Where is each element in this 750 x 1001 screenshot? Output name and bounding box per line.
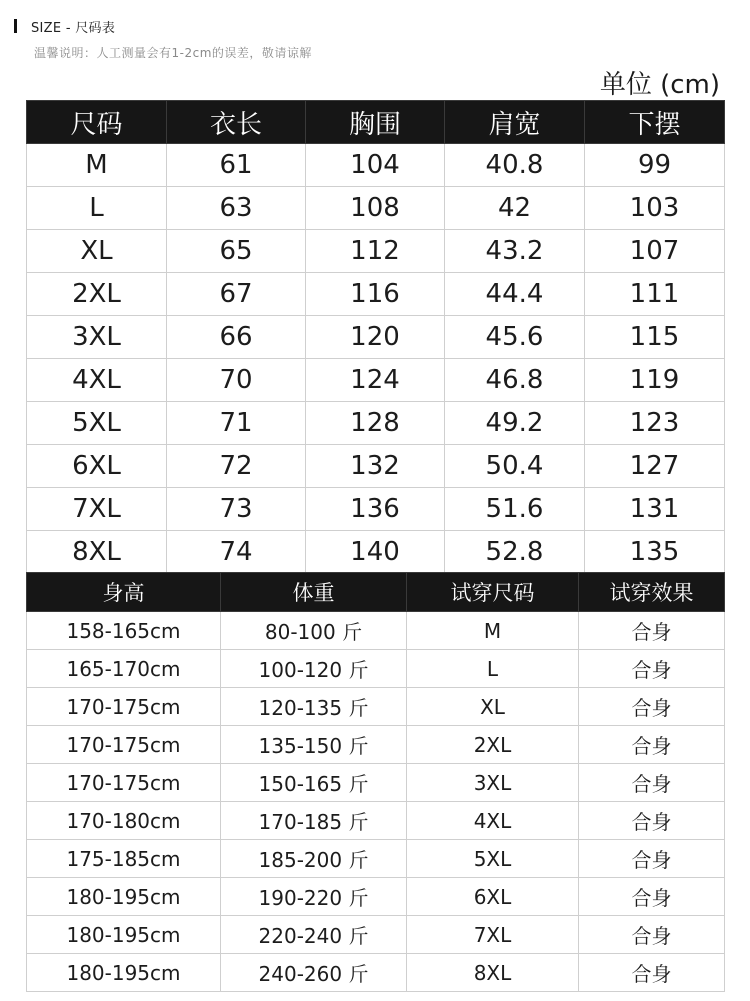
fit-table-header-row — [27, 573, 725, 612]
table-cell: 185-200 斤 — [221, 840, 407, 878]
table-cell: 73 — [167, 488, 306, 531]
table-cell: 128 — [306, 402, 445, 445]
table-row — [27, 531, 725, 574]
table-cell: 50.4 — [445, 445, 585, 488]
table-cell: 175-185cm — [27, 840, 221, 878]
table-cell: 72 — [167, 445, 306, 488]
size-header-cell: 胸围 — [306, 101, 445, 144]
table-cell: 40.8 — [445, 144, 585, 187]
size-header-cell: 肩宽 — [445, 101, 585, 144]
table-cell: 103 — [585, 187, 725, 230]
table-cell: XL — [407, 688, 579, 726]
size-header-cell: 衣长 — [167, 101, 306, 144]
table-cell: L — [407, 650, 579, 688]
table-cell: 100-120 斤 — [221, 650, 407, 688]
table-cell: 124 — [306, 359, 445, 402]
table-cell: 115 — [585, 316, 725, 359]
fit-header-cell: 试穿效果 — [579, 573, 725, 612]
table-cell: L — [27, 187, 167, 230]
table-cell: 合身 — [579, 954, 725, 992]
table-cell: 170-175cm — [27, 764, 221, 802]
table-cell: 80-100 斤 — [221, 612, 407, 650]
table-cell: 合身 — [579, 802, 725, 840]
table-cell: 42 — [445, 187, 585, 230]
table-cell: 71 — [167, 402, 306, 445]
table-cell: 3XL — [407, 764, 579, 802]
table-cell: M — [27, 144, 167, 187]
fit-header-cell: 试穿尺码 — [407, 573, 579, 612]
table-cell: 7XL — [407, 916, 579, 954]
header-accent-bar — [14, 19, 17, 33]
table-cell: 63 — [167, 187, 306, 230]
table-cell: 67 — [167, 273, 306, 316]
table-cell: XL — [27, 230, 167, 273]
table-cell: 4XL — [407, 802, 579, 840]
table-cell: 4XL — [27, 359, 167, 402]
table-cell: 116 — [306, 273, 445, 316]
table-cell: 108 — [306, 187, 445, 230]
table-cell: 5XL — [407, 840, 579, 878]
fit-reference-table — [26, 572, 725, 992]
table-cell: 180-195cm — [27, 954, 221, 992]
table-row — [27, 764, 725, 802]
table-row — [27, 402, 725, 445]
table-row — [27, 954, 725, 992]
table-cell: 6XL — [407, 878, 579, 916]
table-cell: 44.4 — [445, 273, 585, 316]
table-row — [27, 840, 725, 878]
table-cell: 70 — [167, 359, 306, 402]
table-cell: 165-170cm — [27, 650, 221, 688]
table-cell: 170-175cm — [27, 688, 221, 726]
table-cell: 65 — [167, 230, 306, 273]
table-cell: 43.2 — [445, 230, 585, 273]
table-row — [27, 359, 725, 402]
page-title: SIZE - 尺码表 — [31, 20, 116, 36]
table-cell: 150-165 斤 — [221, 764, 407, 802]
table-cell: 240-260 斤 — [221, 954, 407, 992]
table-cell: 合身 — [579, 650, 725, 688]
size-header-cell: 尺码 — [27, 101, 167, 144]
table-cell: 合身 — [579, 726, 725, 764]
table-cell: 合身 — [579, 840, 725, 878]
table-cell: 131 — [585, 488, 725, 531]
table-cell: 180-195cm — [27, 878, 221, 916]
table-cell: M — [407, 612, 579, 650]
table-cell: 190-220 斤 — [221, 878, 407, 916]
table-row — [27, 916, 725, 954]
table-cell: 8XL — [27, 531, 167, 574]
table-cell: 127 — [585, 445, 725, 488]
size-header-cell: 下摆 — [585, 101, 725, 144]
table-cell: 2XL — [407, 726, 579, 764]
table-cell: 170-175cm — [27, 726, 221, 764]
size-table-header-row — [27, 101, 725, 144]
size-chart-table — [26, 100, 725, 574]
fit-header-cell: 体重 — [221, 573, 407, 612]
table-cell: 66 — [167, 316, 306, 359]
table-cell: 99 — [585, 144, 725, 187]
table-cell: 52.8 — [445, 531, 585, 574]
table-cell: 3XL — [27, 316, 167, 359]
table-cell: 8XL — [407, 954, 579, 992]
table-cell: 7XL — [27, 488, 167, 531]
table-row — [27, 688, 725, 726]
table-cell: 5XL — [27, 402, 167, 445]
table-cell: 135-150 斤 — [221, 726, 407, 764]
table-cell: 220-240 斤 — [221, 916, 407, 954]
table-row — [27, 187, 725, 230]
table-cell: 合身 — [579, 764, 725, 802]
fit-header-cell: 身高 — [27, 573, 221, 612]
table-cell: 136 — [306, 488, 445, 531]
page-header — [14, 15, 115, 37]
table-cell: 123 — [585, 402, 725, 445]
table-row — [27, 316, 725, 359]
table-row — [27, 726, 725, 764]
unit-label: 单位 (cm) — [599, 70, 720, 100]
table-cell: 135 — [585, 531, 725, 574]
table-row — [27, 488, 725, 531]
measurement-note: 温馨说明：人工测量会有1-2cm的误差，敬请谅解 — [34, 46, 312, 60]
table-cell: 132 — [306, 445, 445, 488]
table-cell: 158-165cm — [27, 612, 221, 650]
table-cell: 45.6 — [445, 316, 585, 359]
table-cell: 170-185 斤 — [221, 802, 407, 840]
table-cell: 51.6 — [445, 488, 585, 531]
table-cell: 61 — [167, 144, 306, 187]
table-row — [27, 144, 725, 187]
table-row — [27, 650, 725, 688]
table-cell: 合身 — [579, 688, 725, 726]
table-cell: 49.2 — [445, 402, 585, 445]
table-cell: 120-135 斤 — [221, 688, 407, 726]
table-row — [27, 878, 725, 916]
table-cell: 119 — [585, 359, 725, 402]
table-cell: 180-195cm — [27, 916, 221, 954]
table-cell: 112 — [306, 230, 445, 273]
table-cell: 合身 — [579, 878, 725, 916]
table-cell: 合身 — [579, 916, 725, 954]
table-row — [27, 612, 725, 650]
table-row — [27, 802, 725, 840]
table-cell: 104 — [306, 144, 445, 187]
table-cell: 120 — [306, 316, 445, 359]
table-cell: 74 — [167, 531, 306, 574]
table-cell: 46.8 — [445, 359, 585, 402]
table-row — [27, 445, 725, 488]
table-cell: 140 — [306, 531, 445, 574]
table-cell: 合身 — [579, 612, 725, 650]
table-cell: 170-180cm — [27, 802, 221, 840]
table-cell: 2XL — [27, 273, 167, 316]
table-row — [27, 230, 725, 273]
table-cell: 6XL — [27, 445, 167, 488]
table-cell: 111 — [585, 273, 725, 316]
table-row — [27, 273, 725, 316]
table-cell: 107 — [585, 230, 725, 273]
